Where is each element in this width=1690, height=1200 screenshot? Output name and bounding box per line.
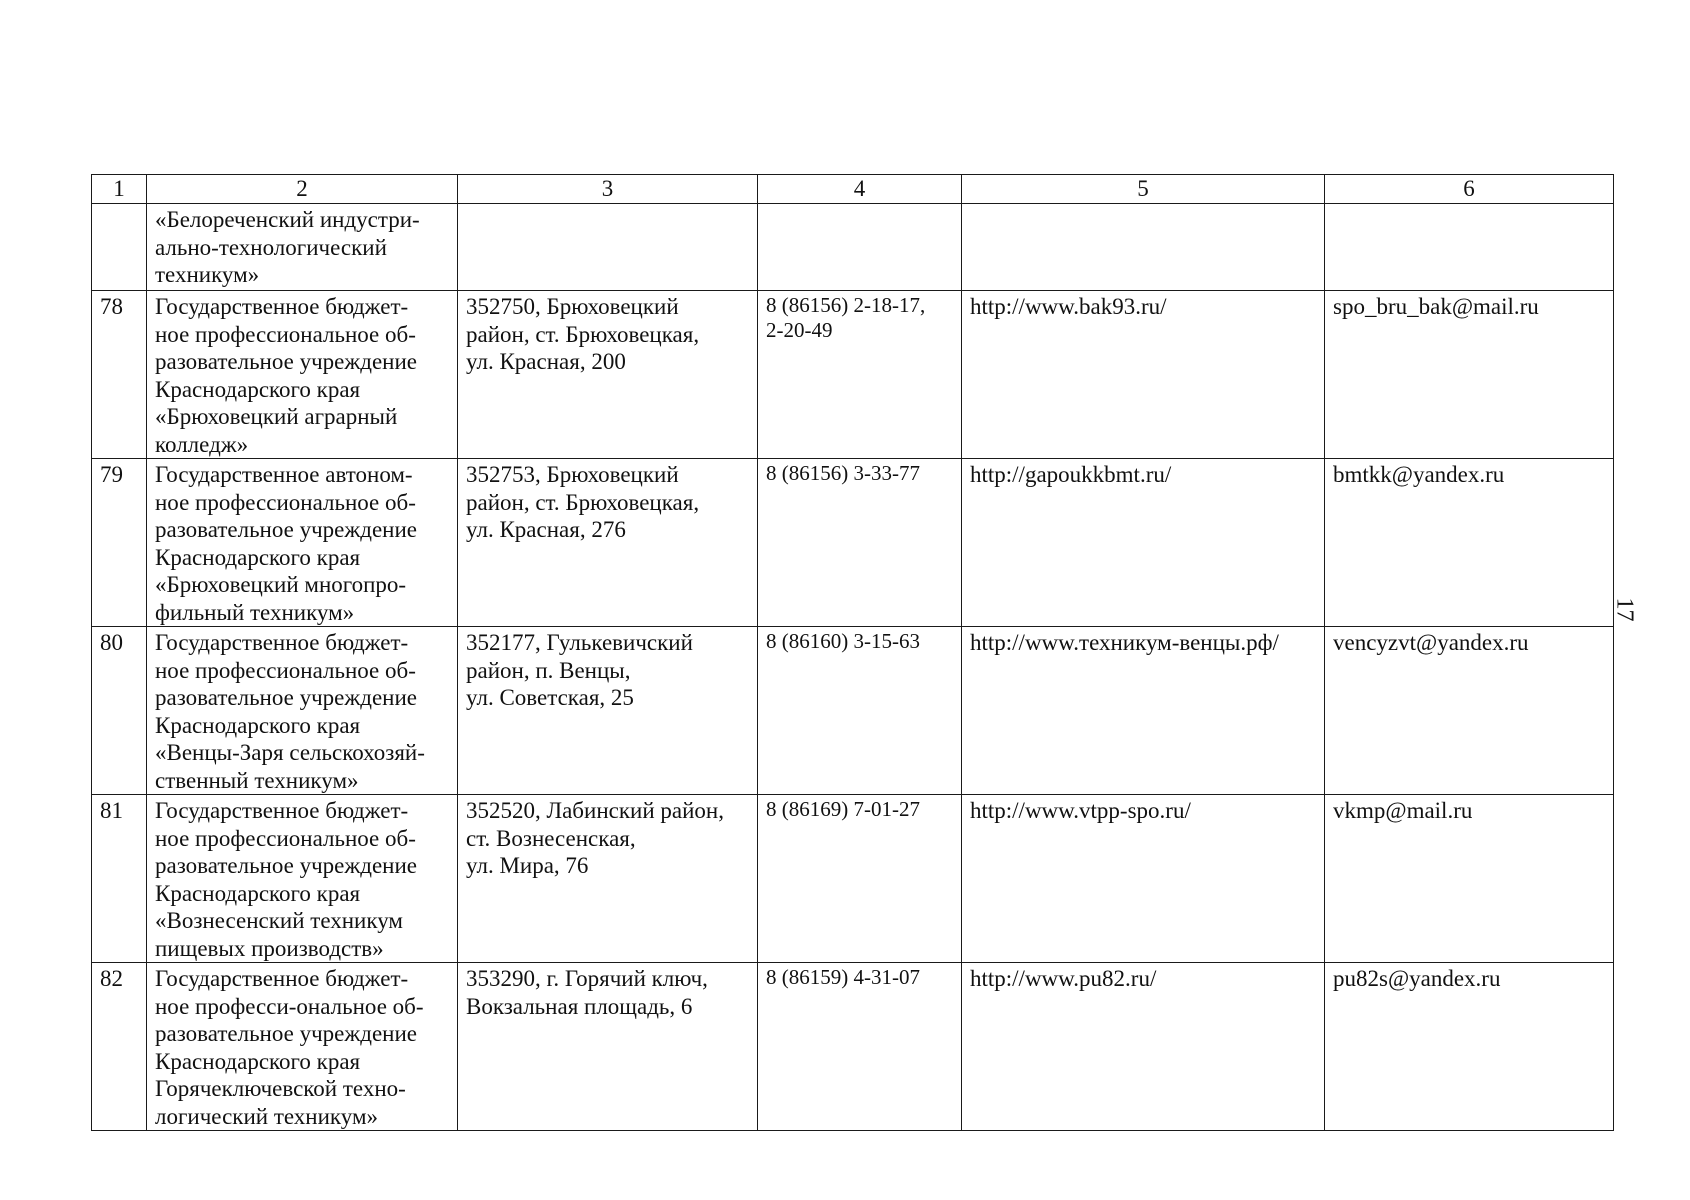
cell-institution-name: Государственное автоном- ное профессиональное об- разовательное учреждение Краснодарского края «Брюховецкий многопро- фильный техникум»	[147, 459, 458, 627]
cell-institution-name: Государственное бюджет- ное професси-ональное об- разовательное учреждение Краснодарского края Горячеключевской техно- логический техникум»	[147, 963, 458, 1131]
table-row	[92, 291, 1614, 459]
cell-address: 353290, г. Горячий ключ, Вокзальная площадь, 6	[458, 963, 758, 1131]
cell-website: http://www.vtpp-spo.ru/	[962, 795, 1325, 963]
cell-phone	[758, 204, 962, 291]
cell-address: 352177, Гулькевичский район, п. Венцы, ул. Советская, 25	[458, 627, 758, 795]
cell-institution-name: «Белореченский индустри- ально-технологический техникум»	[147, 204, 458, 291]
cell-phone: 8 (86169) 7-01-27	[758, 795, 962, 963]
column-header-2: 2	[147, 175, 458, 204]
institutions-table	[91, 174, 1614, 1131]
cell-address: 352520, Лабинский район, ст. Вознесенская, ул. Мира, 76	[458, 795, 758, 963]
column-header-3: 3	[458, 175, 758, 204]
column-header-5: 5	[962, 175, 1325, 204]
cell-email: vencyzvt@yandex.ru	[1325, 627, 1614, 795]
table-row	[92, 459, 1614, 627]
cell-address: 352753, Брюховецкий район, ст. Брюховецкая, ул. Красная, 276	[458, 459, 758, 627]
cell-institution-name: Государственное бюджет- ное профессиональное об- разовательное учреждение Краснодарского края «Вознесенский техникум пищевых производств»	[147, 795, 458, 963]
cell-number	[92, 204, 147, 291]
column-number-header-row	[92, 175, 1614, 204]
cell-phone: 8 (86159) 4-31-07	[758, 963, 962, 1131]
cell-phone: 8 (86156) 2-18-17, 2-20-49	[758, 291, 962, 459]
cell-number: 81	[92, 795, 147, 963]
cell-number: 79	[92, 459, 147, 627]
cell-email: pu82s@yandex.ru	[1325, 963, 1614, 1131]
cell-email: vkmp@mail.ru	[1325, 795, 1614, 963]
cell-website: http://www.техникум-венцы.рф/	[962, 627, 1325, 795]
table-row	[92, 627, 1614, 795]
cell-email: bmtkk@yandex.ru	[1325, 459, 1614, 627]
cell-number: 82	[92, 963, 147, 1131]
cell-institution-name: Государственное бюджет- ное профессиональное об- разовательное учреждение Краснодарского края «Брюховецкий аграрный колледж»	[147, 291, 458, 459]
cell-number: 80	[92, 627, 147, 795]
cell-address: 352750, Брюховецкий район, ст. Брюховецкая, ул. Красная, 200	[458, 291, 758, 459]
cell-phone: 8 (86160) 3-15-63	[758, 627, 962, 795]
cell-website	[962, 204, 1325, 291]
cell-phone: 8 (86156) 3-33-77	[758, 459, 962, 627]
table-row-continuation	[92, 204, 1614, 291]
cell-number: 78	[92, 291, 147, 459]
cell-address	[458, 204, 758, 291]
cell-institution-name: Государственное бюджет- ное профессиональное об- разовательное учреждение Краснодарского края «Венцы-Заря сельскохозяй- ственный техникум»	[147, 627, 458, 795]
cell-website: http://www.pu82.ru/	[962, 963, 1325, 1131]
column-header-1: 1	[92, 175, 147, 204]
table-row	[92, 795, 1614, 963]
table-row	[92, 963, 1614, 1131]
cell-website: http://www.bak93.ru/	[962, 291, 1325, 459]
column-header-4: 4	[758, 175, 962, 204]
cell-email: spo_bru_bak@mail.ru	[1325, 291, 1614, 459]
page-number: 17	[1611, 597, 1638, 622]
cell-website: http://gapoukkbmt.ru/	[962, 459, 1325, 627]
column-header-6: 6	[1325, 175, 1614, 204]
cell-email	[1325, 204, 1614, 291]
